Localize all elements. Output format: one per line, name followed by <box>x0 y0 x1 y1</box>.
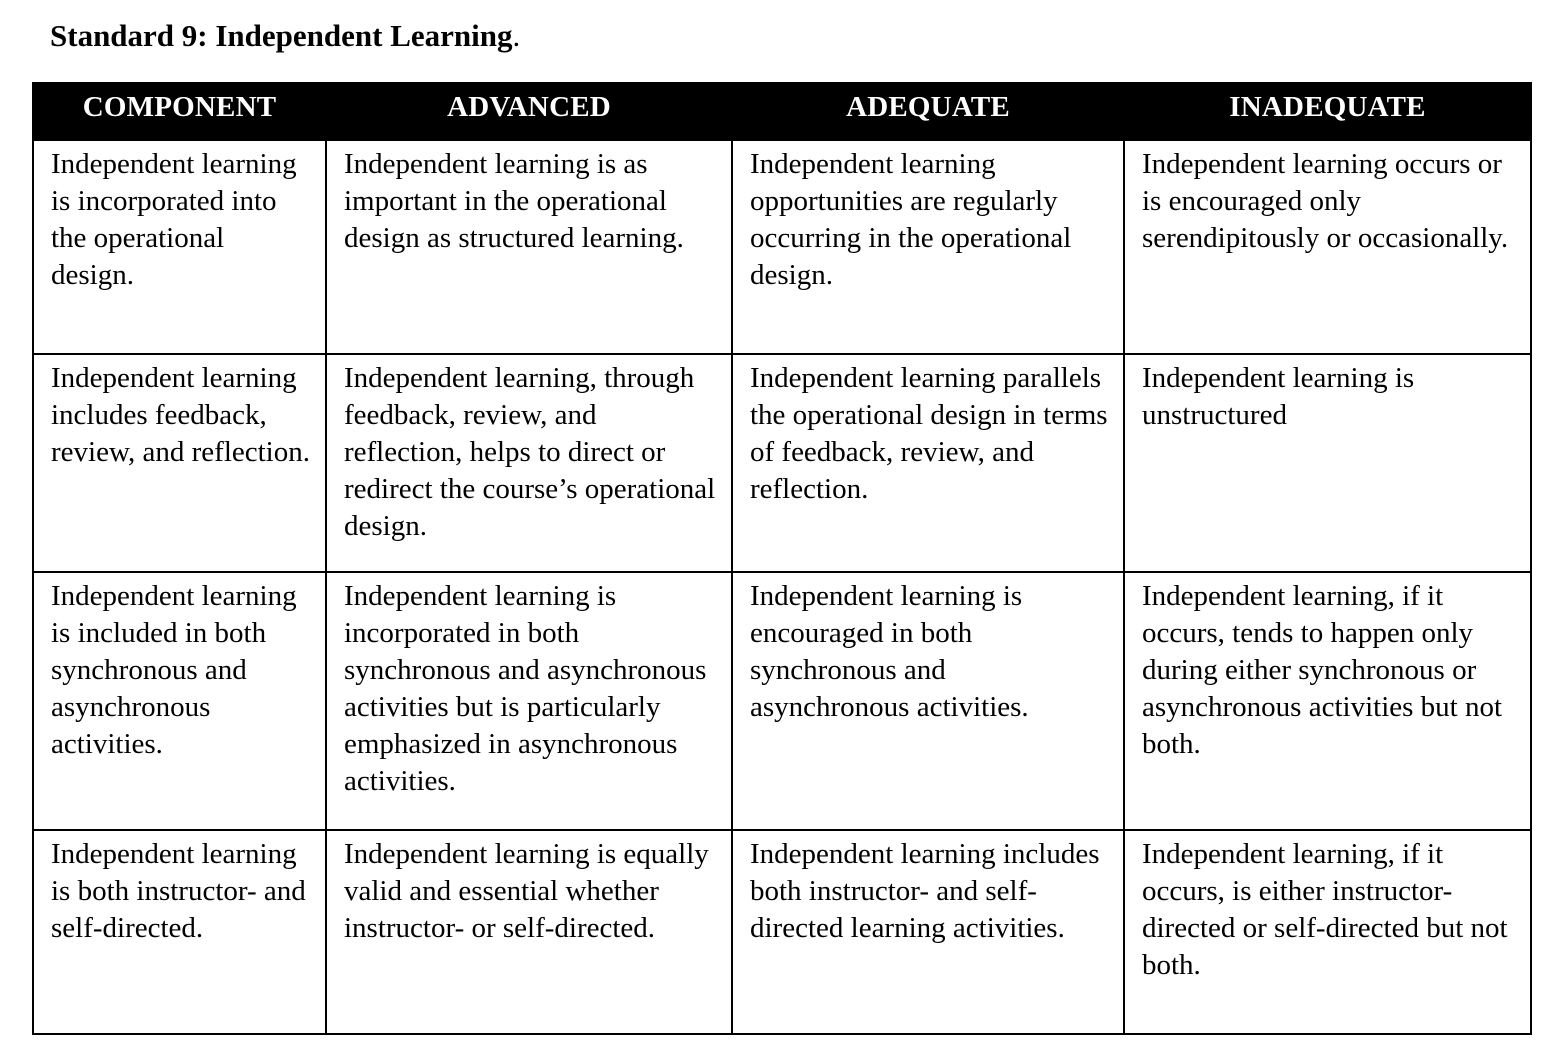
cell-adequate: Independent learning is encouraged in both synchronous and asynchronous activities. <box>732 572 1124 830</box>
cell-advanced: Independent learning is equally valid and essential whether instructor- or self-directed. <box>326 830 732 1034</box>
page-title-text: Standard 9: Independent Learning <box>50 18 513 53</box>
cell-inadequate: Independent learning occurs or is encouraged only serendipitously or occasionally. <box>1124 140 1531 354</box>
cell-inadequate: Independent learning, if it occurs, is either instructor-directed or self-directed but not both. <box>1124 830 1531 1034</box>
table-row <box>33 140 1531 354</box>
header-row <box>33 83 1531 140</box>
header-advanced: ADVANCED <box>326 83 732 140</box>
cell-component: Independent learning is incorporated into the operational design. <box>33 140 326 354</box>
table-row <box>33 572 1531 830</box>
cell-inadequate: Independent learning is unstructured <box>1124 354 1531 572</box>
header-inadequate: INADEQUATE <box>1124 83 1531 140</box>
cell-advanced: Independent learning is incorporated in both synchronous and asynchronous activities but is particularly emphasized in asynchronous activities. <box>326 572 732 830</box>
table-body <box>33 140 1531 1034</box>
table-row <box>33 830 1531 1034</box>
header-adequate: ADEQUATE <box>732 83 1124 140</box>
table-row <box>33 354 1531 572</box>
cell-component: Independent learning is both instructor- and self-directed. <box>33 830 326 1034</box>
page-title <box>50 14 520 58</box>
cell-inadequate: Independent learning, if it occurs, tends to happen only during either synchronous or asynchronous activities but not both. <box>1124 572 1531 830</box>
page-title-period: . <box>512 18 521 53</box>
rubric-table <box>32 82 1532 1035</box>
cell-adequate: Independent learning includes both instructor- and self-directed learning activities. <box>732 830 1124 1034</box>
cell-advanced: Independent learning, through feedback, review, and reflection, helps to direct or redirect the course’s operational design. <box>326 354 732 572</box>
cell-component: Independent learning is included in both synchronous and asynchronous activities. <box>33 572 326 830</box>
cell-advanced: Independent learning is as important in the operational design as structured learning. <box>326 140 732 354</box>
table-header <box>33 83 1531 140</box>
cell-adequate: Independent learning opportunities are regularly occurring in the operational design. <box>732 140 1124 354</box>
header-component: COMPONENT <box>33 83 326 140</box>
cell-component: Independent learning includes feedback, review, and reflection. <box>33 354 326 572</box>
cell-adequate: Independent learning parallels the operational design in terms of feedback, review, and reflection. <box>732 354 1124 572</box>
